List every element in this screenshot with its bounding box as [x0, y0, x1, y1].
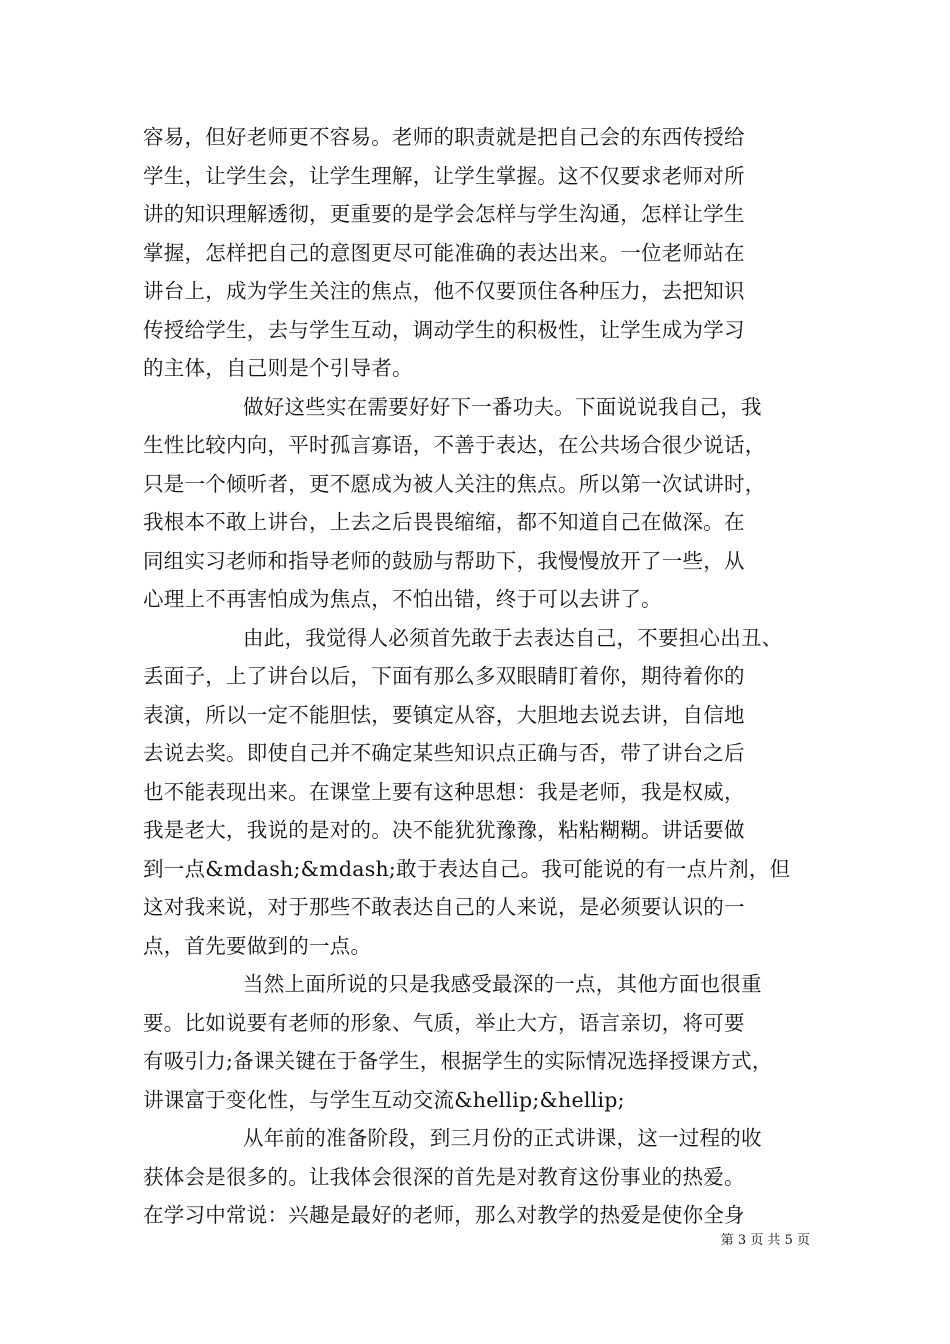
- text-line: 讲的知识理解透彻，更重要的是学会怎样与学生沟通，怎样让学生: [143, 202, 745, 226]
- text-line: 我根本不敢上讲台，上去之后畏畏缩缩，都不知道自己在做深。在: [143, 510, 745, 534]
- text-line: 生性比较内向，平时孤言寡语，不善于表达，在公共场合很少说话，: [143, 433, 766, 457]
- paragraph-start-line: 做好这些实在需要好好下一番功夫。下面说说我自己，我: [243, 394, 762, 419]
- paragraph-start-line: 由此，我觉得人必须首先敢于去表达自己，不要担心出丑、: [243, 625, 783, 650]
- text-line: 到一点&mdash;&mdash;敢于表达自己。我可能说的有一点片剂，但: [143, 856, 791, 881]
- paragraph-start-line: 从年前的准备阶段，到三月份的正式讲课，这一过程的收: [243, 1126, 762, 1150]
- text-line: 在学习中常说：兴趣是最好的老师，那么对教学的热爱是使你全身: [143, 1203, 745, 1227]
- text-line: 有吸引力;备课关键在于备学生，根据学生的实际情况选择授课方式，: [143, 1049, 773, 1073]
- text-line: 传授给学生，去与学生互动，调动学生的积极性，让学生成为学习: [143, 317, 745, 342]
- text-line: 同组实习老师和指导老师的鼓励与帮助下，我慢慢放开了一些，从: [143, 548, 745, 573]
- document-body: [143, 118, 813, 1235]
- text-line: 掌握，怎样把自己的意图更尽可能准确的表达出来。一位老师站在: [143, 240, 745, 265]
- paragraph-start-line: 当然上面所说的只是我感受最深的一点，其他方面也很重: [243, 972, 762, 996]
- text-line: 讲台上，成为学生关注的焦点，他不仅要顶住各种压力，去把知识: [143, 279, 745, 303]
- text-line: 的主体，自己则是个引导者。: [143, 356, 413, 380]
- text-line: 也不能表现出来。在课堂上要有这种思想：我是老师，我是权威，: [143, 779, 745, 804]
- page-number-footer: 第 3 页 共 5 页: [720, 1233, 810, 1248]
- text-line: 容易，但好老师更不容易。老师的职责就是把自己会的东西传授给: [143, 125, 745, 149]
- text-line: 这对我来说，对于那些不敢表达自己的人来说，是必须要认识的一: [143, 895, 745, 919]
- text-line: 点，首先要做到的一点。: [143, 933, 372, 958]
- text-line: 表演，所以一定不能胆怯，要镇定从容，大胆地去说去讲，自信地: [143, 702, 745, 727]
- text-line: 只是一个倾听者，更不愿成为被人关注的焦点。所以第一次试讲时，: [143, 471, 766, 496]
- text-line: 获体会是很多的。让我体会很深的首先是对教育这份事业的热爱。: [143, 1164, 745, 1189]
- text-line: 去说去奖。即使自己并不确定某些知识点正确与否，带了讲台之后: [143, 741, 745, 765]
- text-line: 我是老大，我说的是对的。决不能犹犹豫豫，粘粘糊糊。讲话要做: [143, 818, 745, 842]
- text-line: 学生，让学生会，让学生理解，让学生掌握。这不仅要求老师对所: [143, 163, 745, 188]
- text-line: 丢面子，上了讲台以后，下面有那么多双眼睛盯着你，期待着你的: [143, 664, 745, 688]
- text-line: 讲课富于变化性，与学生互动交流&hellip;&hellip;: [143, 1087, 625, 1112]
- text-line: 心理上不再害怕成为焦点，不怕出错，终于可以去讲了。: [143, 587, 662, 611]
- text-line: 要。比如说要有老师的形象、气质，举止大方，语言亲切，将可要: [143, 1010, 745, 1035]
